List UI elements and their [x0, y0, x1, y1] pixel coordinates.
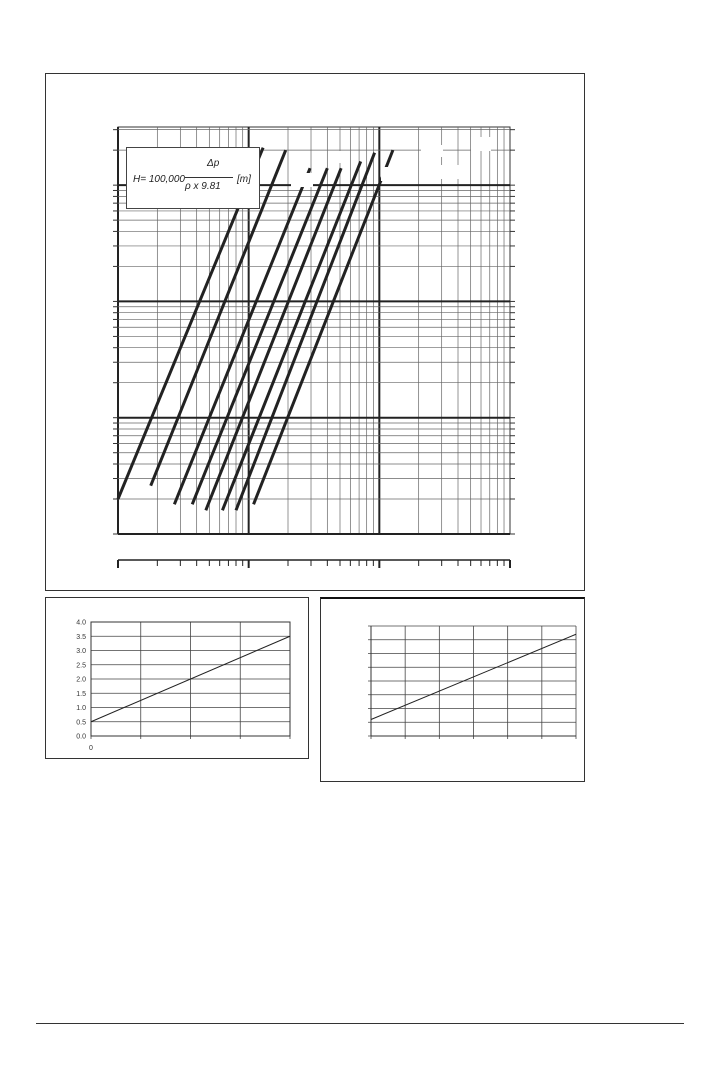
label-patch — [291, 173, 313, 187]
formula-denominator: ρ x 9.81 — [185, 181, 221, 192]
formula-unit: [m] — [237, 174, 251, 185]
formula-lhs: H= 100,000 — [133, 174, 185, 185]
x-tick-label: 0 — [89, 745, 93, 752]
y-tick-label: 3.5 — [76, 633, 86, 641]
y-tick-label: 2.5 — [76, 662, 86, 670]
label-patch — [441, 165, 459, 179]
formula-numerator: Δp — [207, 158, 220, 169]
series-line-5 — [206, 168, 341, 510]
y-tick-label: 4.0 — [76, 619, 86, 627]
y-tick-label: 0.0 — [76, 733, 86, 741]
formula-fraction-bar — [185, 177, 233, 178]
main-chart-panel — [45, 73, 585, 591]
label-patch — [471, 137, 491, 151]
right-small-chart-panel — [320, 597, 585, 782]
label-patch — [331, 151, 349, 163]
y-tick-label: 0.5 — [76, 719, 86, 727]
label-patch — [381, 167, 403, 181]
footer-rule — [36, 1023, 684, 1024]
y-tick-label: 1.0 — [76, 705, 86, 712]
y-tick-label: 1.5 — [76, 690, 86, 698]
left-small-chart-panel — [45, 597, 309, 759]
y-tick-label: 2.0 — [76, 676, 86, 684]
formula-box — [126, 147, 260, 209]
left-linear-chart — [46, 598, 308, 758]
y-tick-label: 3.0 — [76, 648, 86, 655]
label-patch — [421, 145, 443, 157]
right-linear-chart — [321, 599, 584, 781]
